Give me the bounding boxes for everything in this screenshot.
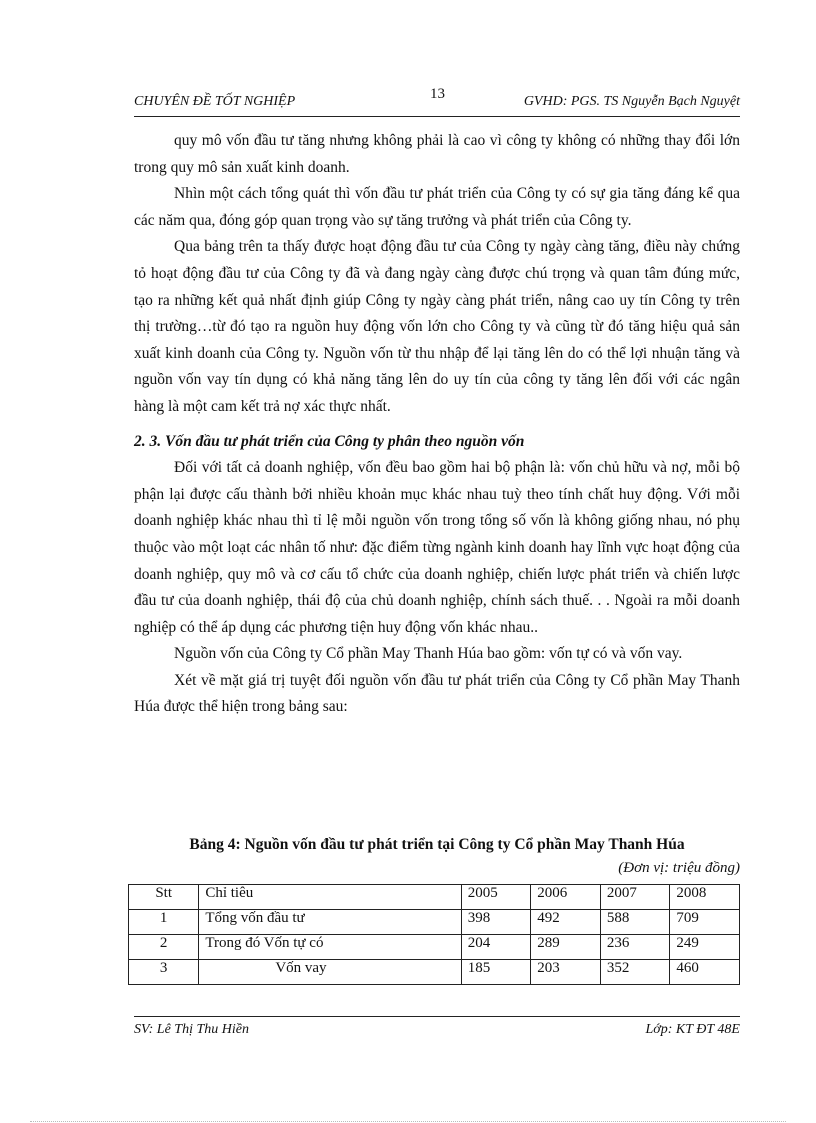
page-edge-divider [30,1121,786,1122]
page-number: 13 [430,86,445,102]
table-cell: 185 [461,960,531,985]
header-title: CHUYÊN ĐỀ TỐT NGHIỆP [134,94,296,109]
table-cell: 352 [600,960,670,985]
header-cell: Stt [129,885,199,910]
table-cell: 588 [600,910,670,935]
table-cell: 249 [670,935,740,960]
table-cell: Tổng vốn đầu tư [199,910,461,935]
table-row [129,910,740,935]
table-cell: 398 [461,910,531,935]
table-cell: 3 [129,960,199,985]
header-cell: 2006 [531,885,601,910]
footer-class: Lớp: KT ĐT 48E [645,1022,740,1037]
table-cell: 289 [531,935,601,960]
table-row [129,935,740,960]
header-cell: 2007 [600,885,670,910]
table-caption: Bảng 4: Nguồn vốn đầu tư phát triển tại Công ty Cổ phần May Thanh Húa [189,836,685,853]
footer-student: SV: Lê Thị Thu Hiền [134,1022,249,1037]
header-cell: 2005 [461,885,531,910]
table-cell: 1 [129,910,199,935]
section-heading: 2. 3. Vốn đầu tư phát triển của Công ty phân theo nguồn vốn [134,432,525,450]
header-cell: 2008 [670,885,740,910]
table-unit: (Đơn vị: triệu đồng) [618,860,740,876]
paragraph: quy mô vốn đầu tư tăng nhưng không phải là cao vì công ty không có những thay đổi lớn trong quy mô sản xuất kinh doanh. [134,132,740,176]
paragraph: Đối với tất cả doanh nghiệp, vốn đều bao gồm hai bộ phận là: vốn chủ hữu và nợ, mỗi bộ phận lại được cấu thành bởi nhiều khoản mục khác nhau tuỳ theo tính chất huy động. Với mỗi doanh nghiệp khác nhau thì tỉ lệ mỗi nguồn vốn trong tổng số vốn là không giống nhau, nó phụ thuộc vào một loạt các nhân tố như: đặc điểm từng ngành kinh doanh hay lĩnh vực hoạt động của doanh nghiệp, quy mô và cơ cấu tổ chức của doanh nghiệp, chiến lược phát triển và chiến lược đầu tư của doanh nghiệp, thái độ của chủ doanh nghiệp, chính sách thuế. . . Ngoài ra mỗi doanh nghiệp có thể áp dụng các phương tiện huy động vốn khác nhau.. [134,459,740,636]
table-cell: Vốn vay [199,960,461,985]
header-cell: Chỉ tiêu [199,885,461,910]
table-cell: 709 [670,910,740,935]
page-header [134,86,740,117]
table-cell: 492 [531,910,601,935]
paragraph: Nhìn một cách tổng quát thì vốn đầu tư phát triển của Công ty có sự gia tăng đáng kể qua các năm qua, đóng góp quan trọng vào sự tăng trưởng và phát triển của Công ty. [134,185,740,229]
table-cell: 203 [531,960,601,985]
header-advisor: GVHD: PGS. TS Nguyễn Bạch Nguyệt [523,94,740,109]
table-cell: 204 [461,935,531,960]
table-cell: Trong đó Vốn tự có [199,935,461,960]
paragraph: Xét về mặt giá trị tuyệt đối nguồn vốn đầu tư phát triển của Công ty Cổ phần May Thanh Húa được thể hiện trong bảng sau: [134,671,740,716]
capital-table [128,884,740,985]
table-cell: 2 [129,935,199,960]
table-row [129,960,740,985]
paragraph: Nguồn vốn của Công ty Cổ phần May Thanh Húa bao gồm: vốn tự có và vốn vay. [174,645,683,663]
page-footer [134,1016,740,1039]
table-cell: 460 [670,960,740,985]
paragraph: Qua bảng trên ta thấy được hoạt động đầu tư của Công ty ngày càng tăng, điều này chứng tỏ hoạt động đầu tư của Công ty đã và đang ngày càng được chú trọng và quan tâm đúng mức, tạo ra những kết quả nhất định giúp Công ty ngày càng phát triển, nâng cao uy tín Công ty trên thị trường…từ đó tạo ra nguồn huy động vốn lớn cho Công ty và cũng từ đó tăng hiệu quả sản xuất kinh doanh của Công ty. Nguồn vốn từ thu nhập để lại tăng lên do có thể lợi nhuận tăng và nguồn vốn vay tín dụng có khả năng tăng lên do uy tín của công ty tăng lên đối với các ngân hàng là một cam kết trả nợ xác thực nhất. [134,238,740,415]
table-cell: 236 [600,935,670,960]
table-header-row [129,885,740,910]
body-text [134,128,740,721]
